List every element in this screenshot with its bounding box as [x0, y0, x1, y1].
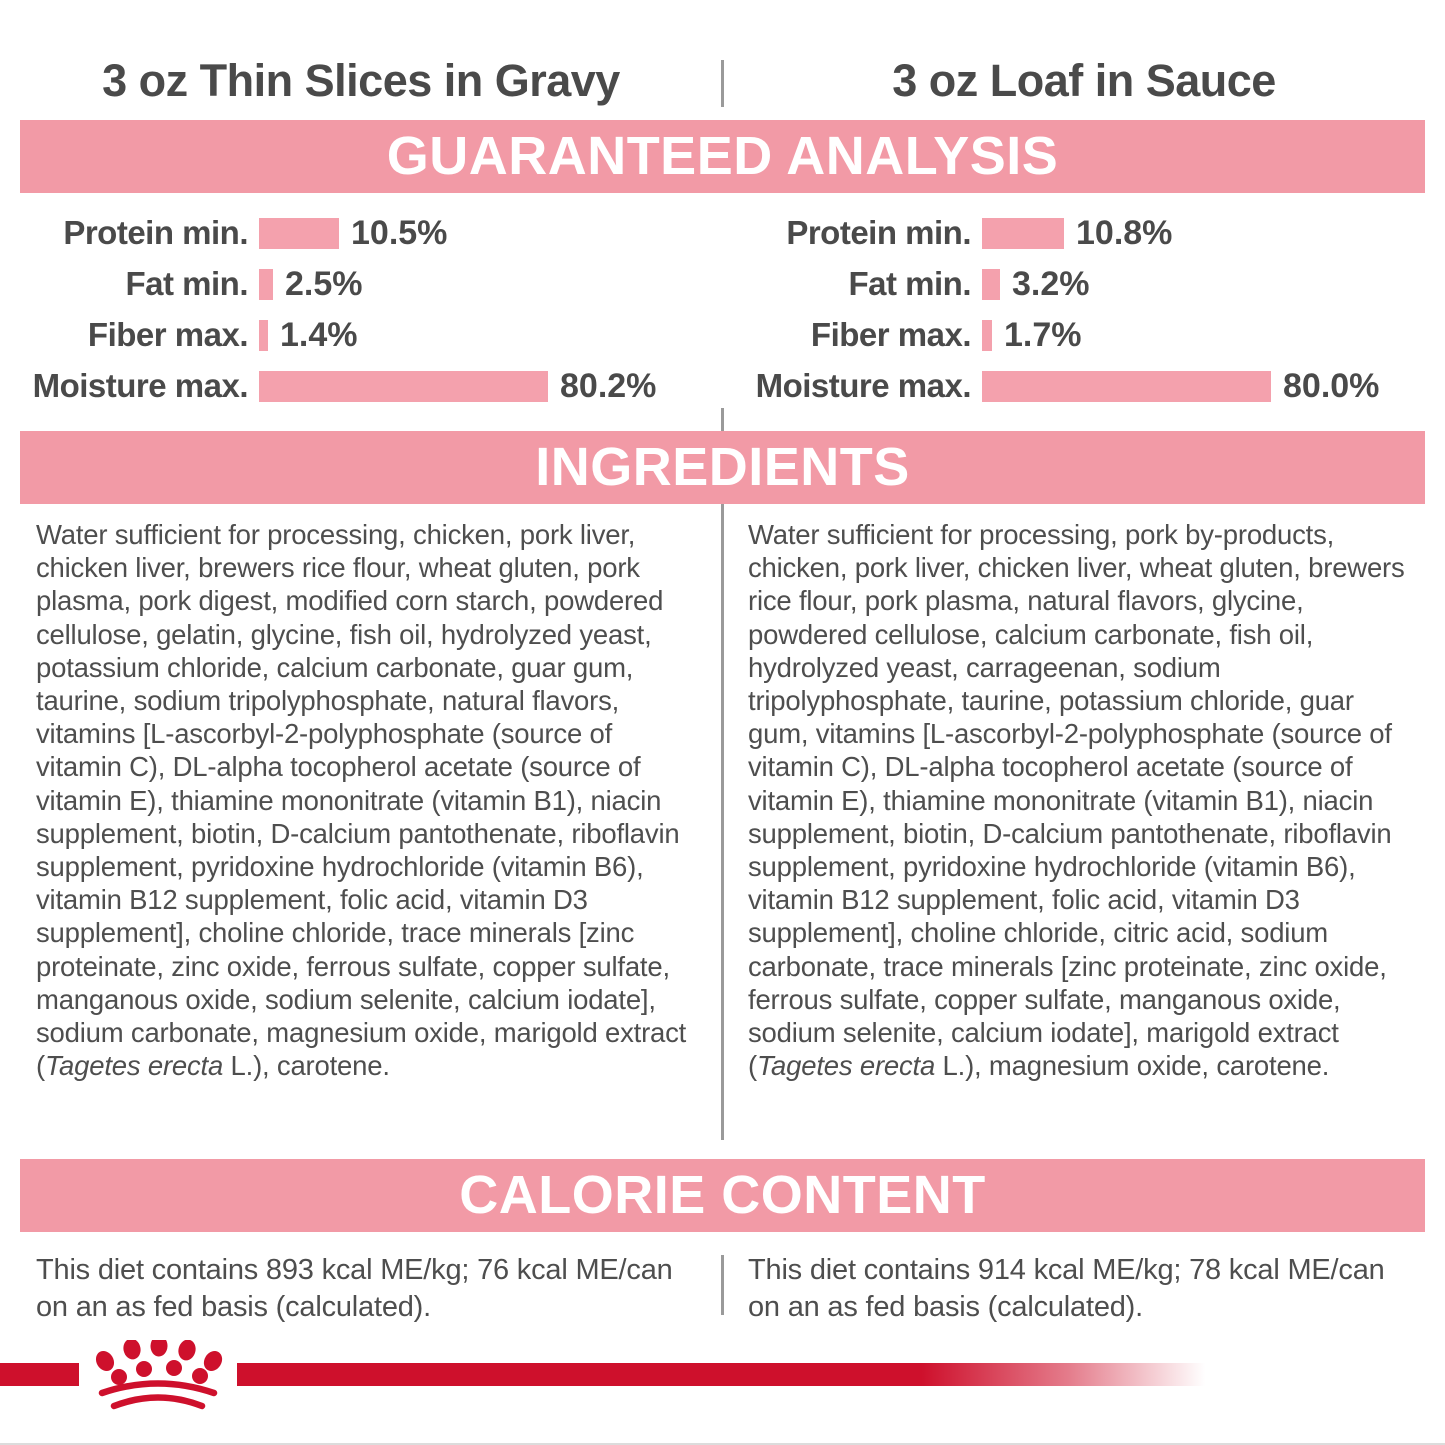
calorie-content-banner: CALORIE CONTENT — [20, 1159, 1425, 1232]
ga-label: Moisture max. — [32, 367, 248, 404]
ga-label: Fiber max. — [810, 316, 971, 353]
variant-title-right: 3 oz Loaf in Sauce — [892, 55, 1276, 106]
ingredients-text-left: Water sufficient for processing, chicken, pork liver, chicken liver, brewers rice flour, wheat gluten, pork plasma, pork digest, modified corn starch, powdered cellulose, gelatin, glycine, fish oil, hydrolyzed yeast, potassium chloride, calcium carbonate, guar gum, taurine, sodium tripolyphosphate, natural flavors, vitamins [L-ascorbyl-2-polyphosphate (source of vitamin C), DL-alpha tocopherol acetate (source of vitamin E), thiamine mononitrate (vitamin B1), niacin supplement, biotin, D-calcium pantothenate, riboflavin supplement, pyridoxine hydrochloride (vitamin B6), vitamin B12 supplement, folic acid, vitamin D3 supplement], choline chloride, trace minerals [zinc proteinate, zinc oxide, ferrous sulfate, copper sulfate, manganous oxide, sodium selenite, calcium iodate], sodium carbonate, magnesium oxide, marigold extract (Tagetes erecta L.), carotene. — [36, 519, 687, 1082]
ga-value: 10.5% — [351, 213, 448, 252]
ga-label: Fat min. — [125, 265, 248, 302]
ingredients-banner: INGREDIENTS — [20, 431, 1425, 504]
ga-label: Protein min. — [63, 214, 248, 251]
guaranteed-analysis-right-column — [723, 200, 1445, 415]
ingredients-text-right: Water sufficient for processing, pork by-products, chicken, pork liver, chicken liver, wheat gluten, brewers rice flour, pork plasma, natural flavors, glycine, powdered cellulose, calcium carbonate, fish oil, hydrolyzed yeast, carrageenan, sodium tripolyphosphate, taurine, potassium chloride, guar gum, vitamins [L-ascorbyl-2-polyphosphate (source of vitamin C), DL-alpha tocopherol acetate (source of vitamin E), thiamine mononitrate (vitamin B1), niacin supplement, biotin, D-calcium pantothenate, riboflavin supplement, pyridoxine hydrochloride (vitamin B6), vitamin B12 supplement, folic acid, vitamin D3 supplement], choline chloride, citric acid, sodium carbonate, trace minerals [zinc proteinate, zinc oxide, ferrous sulfate, copper sulfate, manganous oxide, sodium selenite, calcium iodate], marigold extract (Tagetes erecta L.), magnesium oxide, carotene. — [748, 519, 1405, 1082]
ga-bar — [982, 371, 1271, 402]
ga-row-fat-left — [0, 264, 722, 303]
ingredients-column-divider — [721, 522, 724, 1140]
red-ribbon-left — [0, 1363, 79, 1386]
ga-row-protein-left — [0, 213, 722, 252]
ga-value: 10.8% — [1076, 213, 1173, 252]
royal-canin-crown-logo — [79, 1336, 237, 1416]
ga-row-fiber-right — [723, 315, 1445, 354]
ga-value: 80.2% — [560, 366, 657, 405]
ga-value: 3.2% — [1012, 264, 1090, 303]
variant-title-left: 3 oz Thin Slices in Gravy — [102, 55, 620, 106]
ga-bar — [982, 320, 992, 351]
ga-bar — [259, 269, 273, 300]
ga-bar — [982, 218, 1064, 249]
calorie-text-right: This diet contains 914 kcal ME/kg; 78 kcal ME/can on an as fed basis (calculated). — [748, 1254, 1385, 1323]
red-ribbon-right — [237, 1363, 1215, 1386]
guaranteed-analysis-banner: GUARANTEED ANALYSIS — [20, 120, 1425, 193]
header-column-divider — [721, 60, 724, 107]
ga-bar — [259, 320, 268, 351]
ga-row-moisture-right — [723, 366, 1445, 405]
ga-label: Moisture max. — [755, 367, 971, 404]
ga-bar — [259, 218, 339, 249]
crown-icon — [92, 1340, 224, 1412]
guaranteed-analysis-left-column — [0, 200, 722, 415]
ga-value: 2.5% — [285, 264, 363, 303]
ga-label: Fiber max. — [87, 316, 248, 353]
calorie-column-divider — [721, 1255, 724, 1315]
guaranteed-analysis-section — [0, 200, 1445, 415]
ga-row-fiber-left — [0, 315, 722, 354]
calorie-text-left: This diet contains 893 kcal ME/kg; 76 kcal ME/can on an as fed basis (calculated). — [36, 1254, 673, 1323]
ga-row-protein-right — [723, 213, 1445, 252]
ga-bar — [982, 269, 1000, 300]
ga-value: 1.7% — [1004, 315, 1082, 354]
ga-row-fat-right — [723, 264, 1445, 303]
ga-bar — [259, 371, 548, 402]
ga-value: 1.4% — [280, 315, 358, 354]
ga-value: 80.0% — [1283, 366, 1380, 405]
ga-row-moisture-left — [0, 366, 722, 405]
ga-label: Protein min. — [786, 214, 971, 251]
ga-label: Fat min. — [848, 265, 971, 302]
